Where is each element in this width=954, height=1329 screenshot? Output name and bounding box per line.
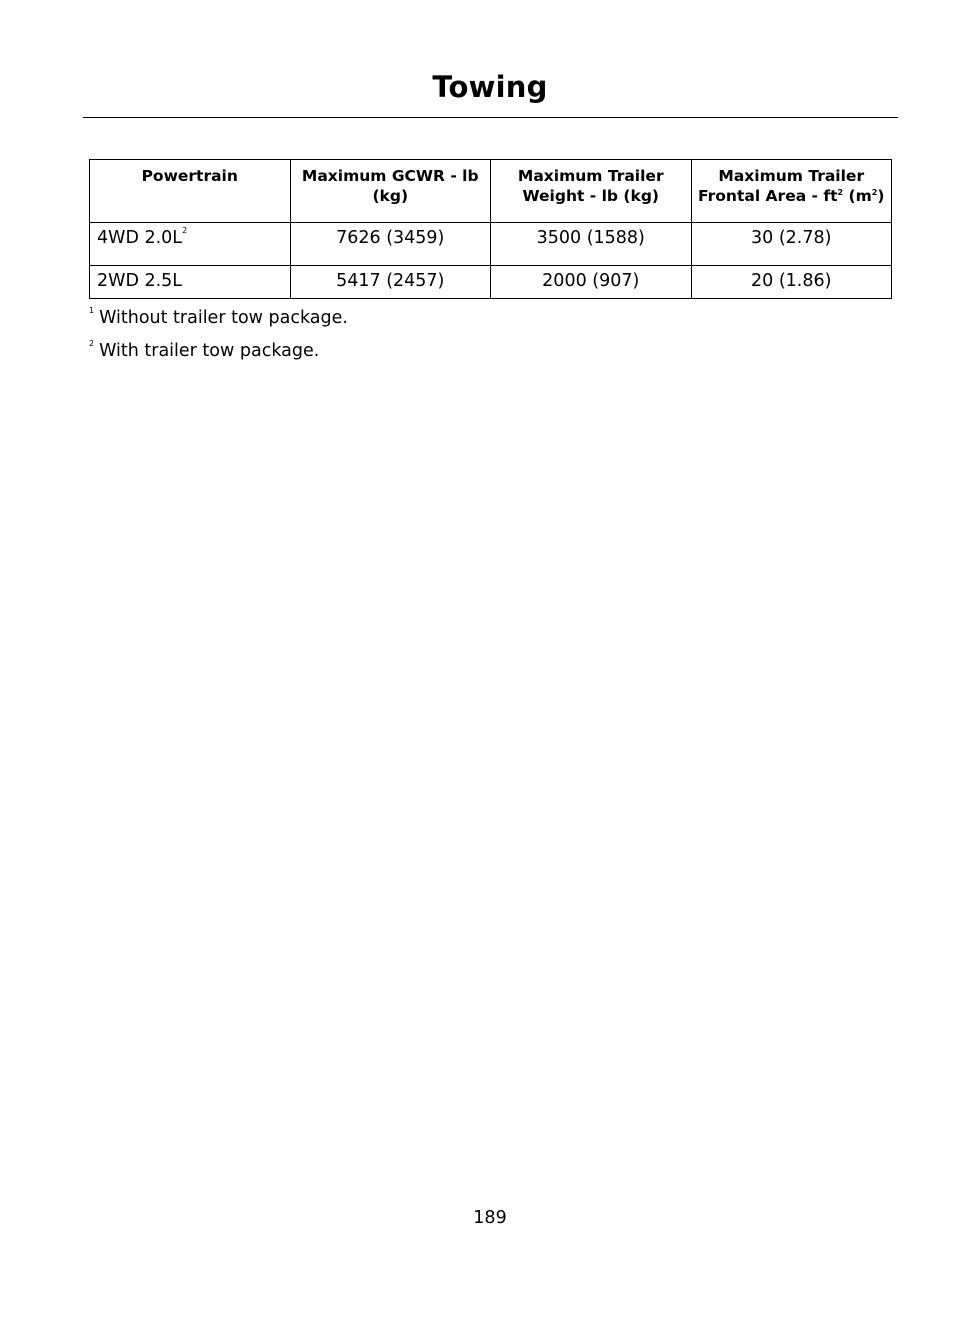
cell-frontal-area: 20 (1.86) (691, 266, 892, 299)
header-max-trailer-weight: Maximum Trailer Weight - lb (kg) (491, 160, 692, 223)
footnote-text: With trailer tow package. (99, 341, 320, 361)
cell-gcwr: 7626 (3459) (290, 223, 491, 266)
table-row (90, 223, 892, 266)
cell-powertrain: 2WD 2.5L (90, 266, 291, 299)
footnote-text: Without trailer tow package. (99, 308, 348, 328)
header-max-frontal-area: Maximum Trailer Frontal Area - $ft^2$ $(m^2)$ (691, 160, 892, 223)
cell-trailer-weight: 2000 (907) (491, 266, 692, 299)
cell-powertrain: 4WD $2.0L^2$ (90, 223, 291, 266)
header-max-gcwr: Maximum GCWR - lb (kg) (290, 160, 491, 223)
table-row (90, 266, 892, 299)
towing-spec-table (89, 159, 892, 299)
footnote-1 (89, 308, 348, 328)
cell-trailer-weight: 3500 (1588) (491, 223, 692, 266)
cell-gcwr: 5417 (2457) (290, 266, 491, 299)
header-powertrain: Powertrain (90, 160, 291, 223)
footnote-marker: 2 (89, 339, 95, 349)
footnote-2 (89, 341, 319, 361)
page-title: Towing (432, 70, 548, 104)
page-number: 189 (473, 1208, 507, 1228)
title-divider (83, 117, 898, 118)
footnote-marker: 1 (89, 306, 95, 316)
table-header-row (90, 160, 892, 223)
cell-frontal-area: 30 (2.78) (691, 223, 892, 266)
